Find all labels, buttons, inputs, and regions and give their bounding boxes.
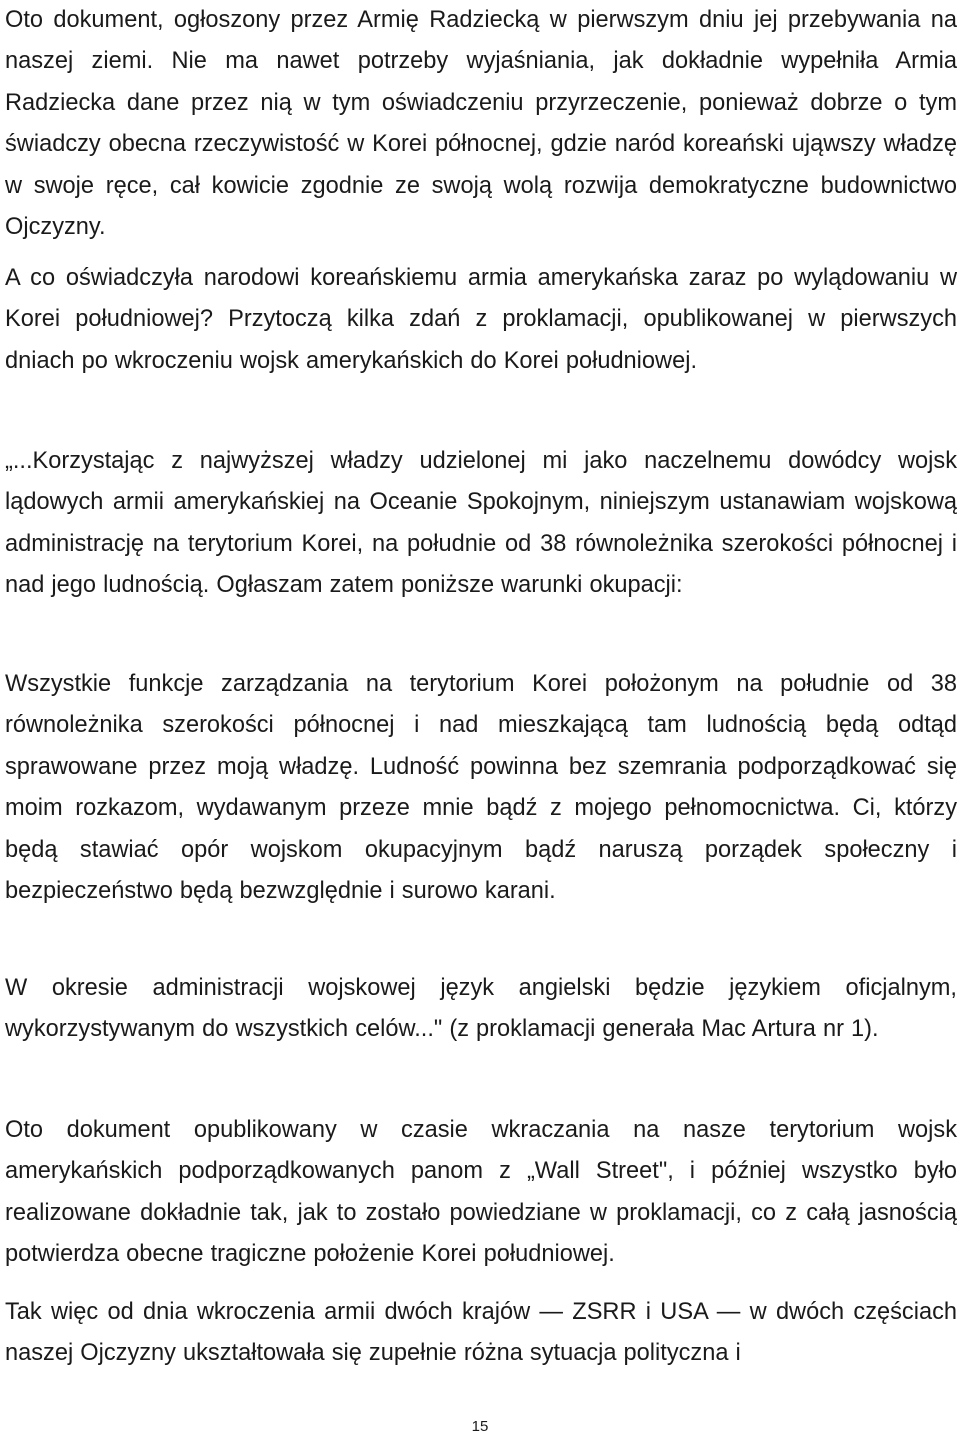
paragraph-proclamation-quote-intro: „...Korzystając z najwyższej władzy udzielonej mi jako naczelnemu dowódcy wojsk lądowych armii amerykańskiej na Oceanie Spokojnym, niniejszym ustanawiam wojskową administrację na terytorium Korei, na południe od 38 równoleżnika szerokości północnej i nad jego ludnością. Ogłaszam zatem poniższe warunki okupacji:: [5, 448, 957, 599]
page-number: 15: [471, 1418, 489, 1435]
paragraph-proclamation-quote-terms: Wszystkie funkcje zarządzania na terytorium Korei położonym na południe od 38 równoleżnika szerokości północnej i nad mieszkającą tam ludnością będą odtąd sprawowane przez moją władzę. Ludność powinna bez szemrania podporządkować się moim rozkazom, wydawanym przeze mnie bądź z mojego pełnomocnictwa. Ci, którzy będą stawiać opór wojskom okupacyjnym bądź naruszą porządek społeczny i bezpieczeństwo będą bezwzględnie i surowo karani.: [5, 671, 957, 905]
paragraph-political-situation: Tak więc od dnia wkroczenia armii dwóch krajów — ZSRR i USA — w dwóch częściach naszej Ojczyzny ukształtowała się zupełnie różna sytuacja polityczna i: [5, 1299, 957, 1367]
paragraph-document-commentary: Oto dokument opublikowany w czasie wkraczania na nasze terytorium wojsk amerykańskich podporządkowanych panom z „Wall Street", i później wszystko było realizowane dokładnie tak, jak to zostało powiedziane w proklamacji, co z całą jasnością potwierdza obecne tragiczne położenie Korei południowej.: [5, 1117, 957, 1268]
paragraph-soviet-declaration: Oto dokument, ogłoszony przez Armię Radziecką w pierwszym dniu jej przebywania na naszej ziemi. Nie ma nawet potrzeby wyjaśniania, jak dokładnie wypełniła Armia Radziecka dane przez nią w tym oświadczeniu przyrzeczenie, ponieważ dobrze o tym świadczy obecna rzeczywistość w Korei północnej, gdzie naród koreański ująwszy władzę w swoje ręce, cał kowicie zgodnie ze swoją wolą rozwija demokratyczne budownictwo Ojczyzny.: [5, 7, 957, 241]
paragraph-american-question: A co oświadczyła narodowi koreańskiemu armia amerykańska zaraz po wylądowaniu w Korei południowej? Przytoczą kilka zdań z proklamacji, opublikowanej w pierwszych dniach po wkroczeniu wojsk amerykańskich do Korei południowej.: [5, 265, 957, 374]
paragraph-proclamation-quote-language: W okresie administracji wojskowej język angielski będzie językiem oficjalnym, wykorzystywanym do wszystkich celów..." (z proklamacji generała Mac Artura nr 1).: [5, 975, 957, 1043]
